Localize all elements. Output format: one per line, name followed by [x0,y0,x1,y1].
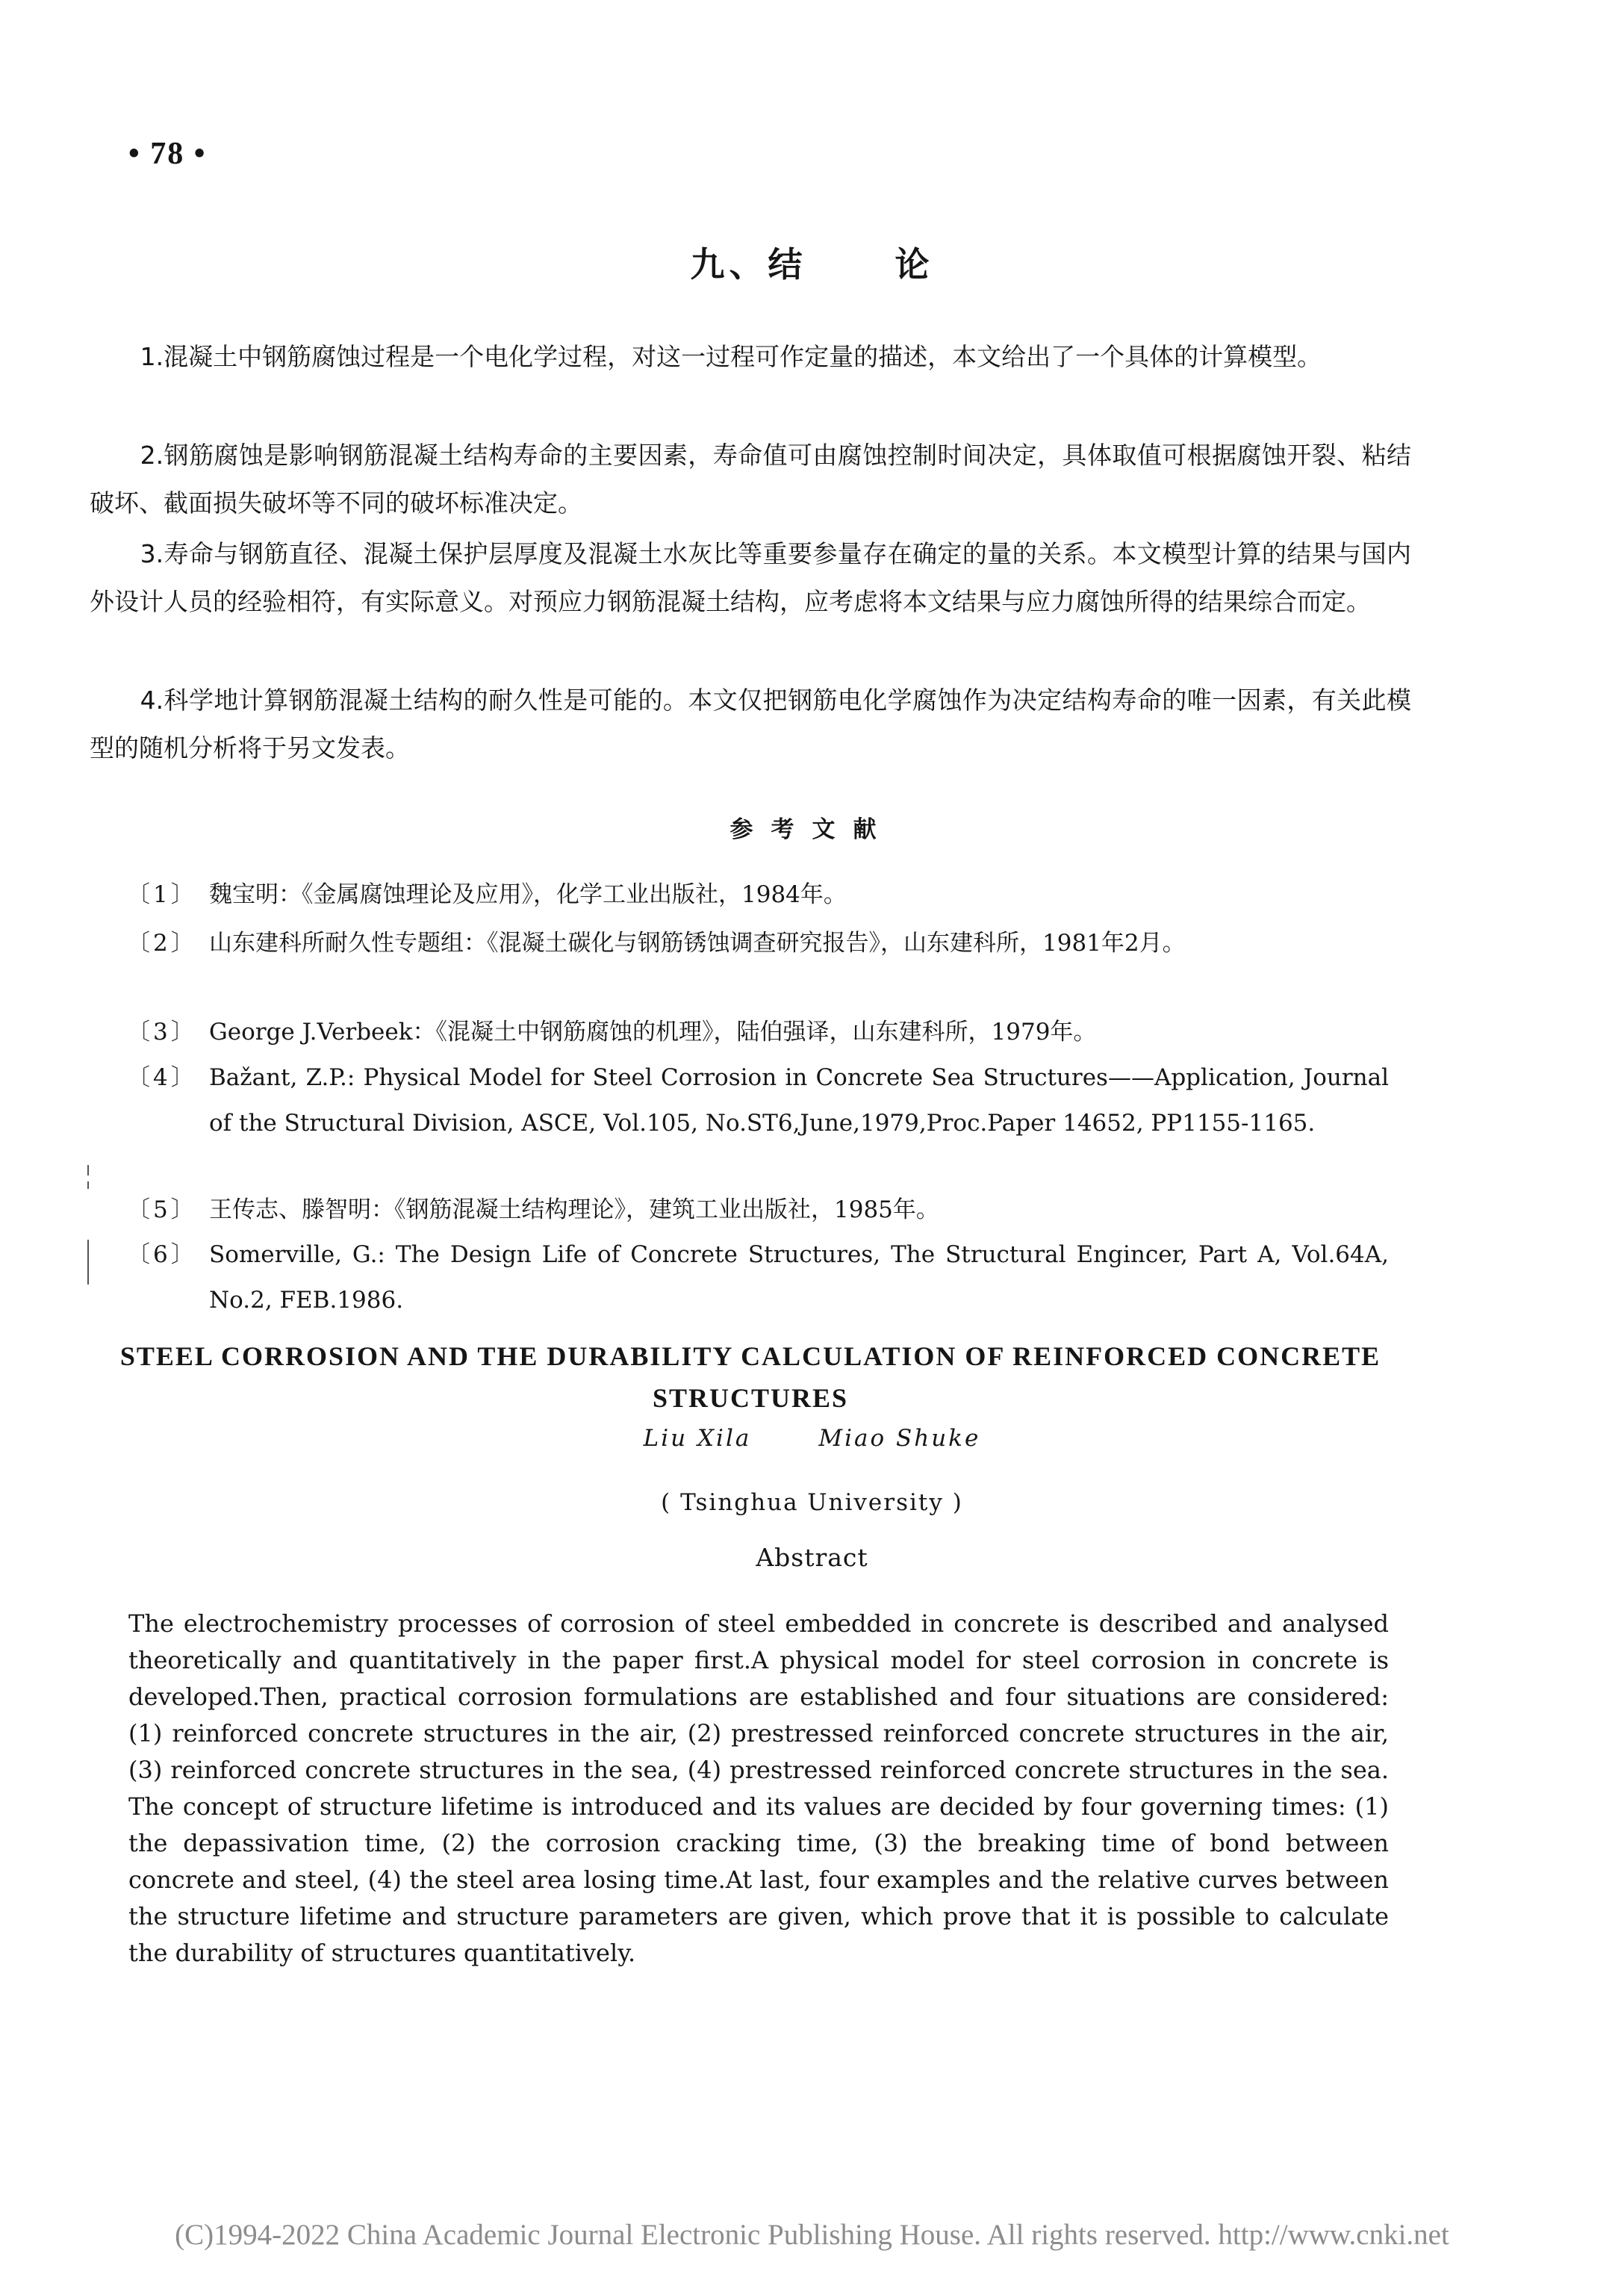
reference-number: 〔6〕 [127,1241,197,1268]
reference-number: 〔4〕 [127,1064,197,1091]
abstract-heading: Abstract [756,1543,868,1572]
conclusion-paragraph-2: 2.钢筋腐蚀是影响钢筋混凝土结构寿命的主要因素，寿命值可由腐蚀控制时间决定，具体取值可根据腐蚀开裂、粘结破坏、截面损失破坏等不同的破坏标准决定。 [90,441,1411,518]
author-name: Miao Shuke [818,1425,981,1452]
english-title: STEEL CORROSION AND THE DURABILITY CALCULATION OF REINFORCED CONCRETE STRUCTURES [119,1341,1381,1413]
reference-text: 魏宝明：《金属腐蚀理论及应用》，化学工业出版社，1984年。 [209,881,847,908]
conclusion-paragraph-1: 1.混凝土中钢筋腐蚀过程是一个电化学过程，对这一过程可作定量的描述，本文给出了一个具体的计算模型。 [140,342,1322,371]
conclusion-paragraph-4: 4.科学地计算钢筋混凝土结构的耐久性是可能的。本文仅把钢筋电化学腐蚀作为决定结构寿命的唯一因素，有关此模型的随机分析将于另文发表。 [90,686,1411,762]
references-heading: 参考文献 [729,816,895,843]
conclusion-paragraph-3: 3.寿命与钢筋直径、混凝土保护层厚度及混凝土水灰比等重要参量存在确定的量的关系。本文模型计算的结果与国内外设计人员的经验相符，有实际意义。对预应力钢筋混凝土结构，应考虑将本文结果与应力腐蚀所得的结果综合而定。 [90,539,1411,616]
section-heading [0,237,1624,287]
reference-item [127,1055,1389,1146]
reference-number: 〔3〕 [127,1019,197,1046]
reference-text: Bažant, Z.P.: Physical Model for Steel Corrosion in Concrete Sea Structures——Application, Journal of the Structural Division, ASCE, Vol.105, No.ST6,June,1979,Proc.Paper 14652, PP1155-1165. [209,1064,1389,1137]
reference-text: 山东建科所耐久性专题组：《混凝土碳化与钢筋锈蚀调查研究报告》，山东建科所，1981年2月。 [209,930,1186,957]
reference-item [127,1232,1389,1323]
affiliation: ( Tsinghua University ) [661,1489,963,1516]
reference-item [127,1187,1389,1233]
margin-marks [84,1165,99,1285]
reference-number: 〔5〕 [127,1196,197,1223]
section-heading-part1: 九、结 [690,244,807,285]
reference-text: 王传志、滕智明：《钢筋混凝土结构理论》，建筑工业出版社，1985年。 [209,1196,939,1223]
abstract-body: The electrochemistry processes of corrosion of steel embedded in concrete is described and analysed theoretically and quantitatively in the paper first.A physical model for steel corrosion in concrete is developed.Then, practical corrosion formulations are established and four situations are considered: (1) reinforced concrete structures in the air, (2) prestressed reinforced concrete structures in the air, (3) reinforced concrete structures in the sea, (4) prestressed reinforced concrete structures in the sea. The concept of structure lifetime is introduced and its values are decided by four governing times: (1) the depassivation time, (2) the corrosion cracking time, (3) the breaking time of bond between concrete and steel, (4) the steel area losing time.At last, four examples and the relative curves between the structure lifetime and structure parameters are given, which prove that it is possible to calculate the durability of structures quantitatively. [128,1609,1389,1967]
section-heading-part2: 论 [895,244,934,285]
reference-number: 〔2〕 [127,930,197,957]
author-name: Liu Xila [643,1425,752,1452]
page-number: • 78 • [128,137,207,171]
reference-text: Somerville, G.: The Design Life of Concrete Structures, The Structural Engincer, Part A, Vol.64A, No.2, FEB.1986. [209,1241,1389,1314]
reference-item [127,1010,1389,1055]
copyright-footer: (C)1994-2022 China Academic Journal Electronic Publishing House. All rights reserved. http://www.cnki.net [175,2219,1449,2251]
reference-text: George J.Verbeek：《混凝土中钢筋腐蚀的机理》，陆伯强译，山东建科所，1979年。 [209,1019,1097,1046]
reference-number: 〔1〕 [127,881,197,908]
reference-item [127,921,1389,966]
reference-item [127,872,1389,918]
authors [0,1425,1624,1452]
